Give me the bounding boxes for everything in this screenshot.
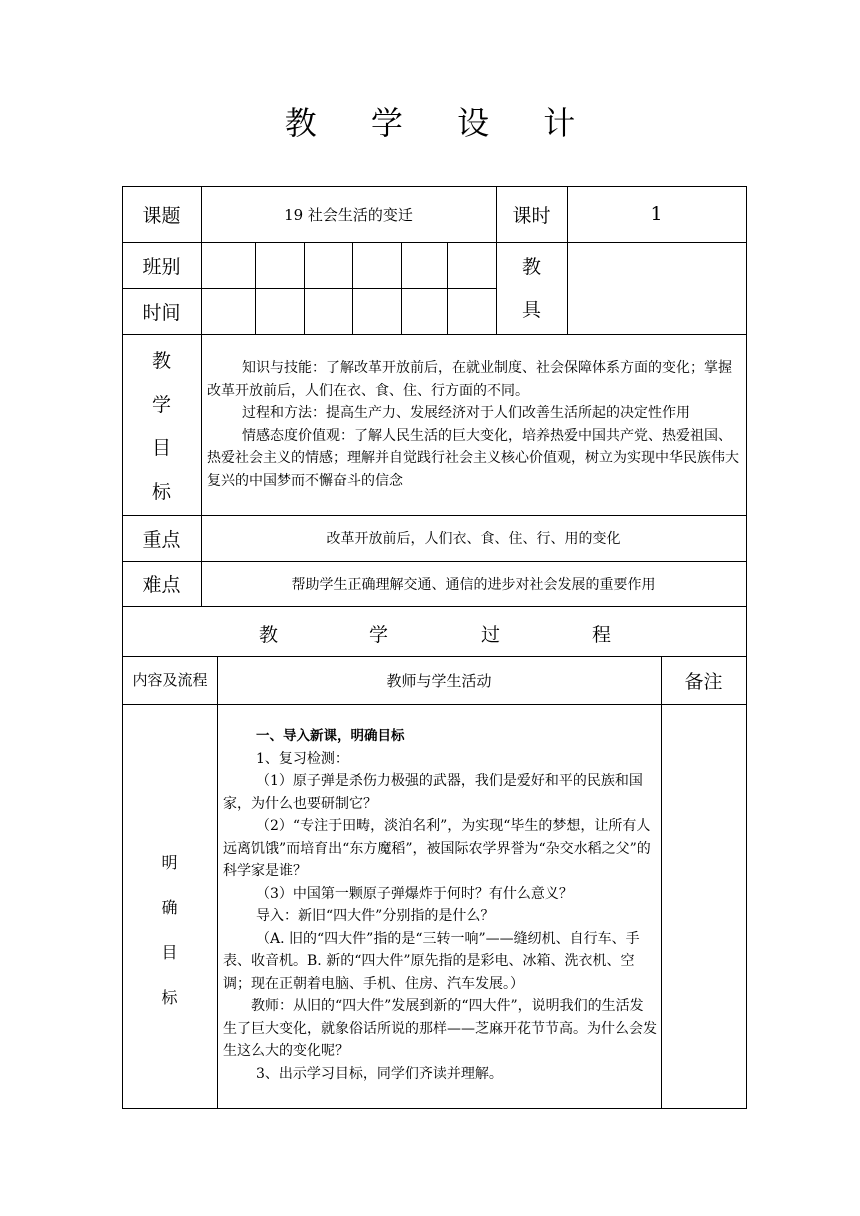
table-rule — [255, 242, 256, 334]
tools-label: 教 具 — [521, 256, 541, 321]
hours-value: 1 — [650, 203, 663, 225]
topic-label: 课题 — [142, 204, 181, 227]
table-rule — [122, 334, 747, 335]
difficulty-label: 难点 — [142, 574, 181, 596]
topic-value: 19 社会生活的变迁 — [284, 205, 413, 224]
table-rule — [401, 242, 402, 334]
table-rule — [661, 656, 662, 1109]
note-column-header: 备注 — [684, 670, 723, 693]
activity-text: 一、导入新课，明确目标 1、复习检测： （1）原子弹是杀伤力极强的武器，我们是爱好和平的民族和国家，为什么也要研制它？ （2）“专注于田畴，淡泊名利”，为实现“毕生的梦想，让所有人远离饥饿”而培育出“东方魔稻”，被国际农学界誉为“杂交水稻之父”的科学家是谁？ （3）中国第一颗原子弹爆炸于何时？有什么意义？ 导入：新旧“四大件”分别指的是什么？ （A. 旧的“四大件”指的是“三转一响”——缝纫机、自行车、手表、收音机。B. 新的“四大件”原先指的是彩电、冰箱、洗衣机、空调；现在正朝着电脑、手机、住房、汽车发展。） 教师：从旧的“四大件”发展到新的“四大件”，说明我们的生活发生了巨大变化，就象俗话所说的那样——芝麻开花节节高。为什么会发生这么大的变化呢？ 3、出示学习目标，同学们齐读并理解。 — [223, 728, 657, 1082]
key-point-text: 改革开放前后，人们衣、食、住、行、用的变化 — [326, 531, 621, 547]
time-label: 时间 — [142, 301, 181, 324]
section-label: 明 确 目 标 — [161, 853, 178, 1007]
table-rule — [122, 242, 747, 243]
document-title: 教 学 设 计 — [284, 104, 598, 142]
activity-column-header: 教师与学生活动 — [386, 671, 492, 690]
table-rule — [352, 242, 353, 334]
content-column-header: 内容及流程 — [132, 670, 208, 689]
objectives-text: 知识与技能：了解改革开放前后，在就业制度、社会保障体系方面的变化；掌握改革开放前后，人们在衣、食、住、行方面的不同。 过程和方法：提高生产力、发展经济对于人们改善生活所起的决定性作用 情感态度价值观：了解人民生活的巨大变化，培养热爱中国共产党、热爱祖国、热爱社会主义的情感；理解并自觉践行社会主义核心价值观，树立为实现中华民族伟大复兴的中国梦而不懈奋斗的信念 — [207, 360, 739, 489]
table-rule — [304, 242, 305, 334]
class-label: 班别 — [142, 255, 181, 278]
key-point-label: 重点 — [142, 528, 181, 551]
difficulty-text: 帮助学生正确理解交通、通信的进步对社会发展的重要作用 — [291, 576, 656, 593]
table-border — [122, 1108, 747, 1109]
table-rule — [217, 656, 218, 1109]
table-rule — [122, 606, 747, 607]
table-rule — [122, 704, 747, 705]
table-border — [746, 186, 747, 1109]
table-rule — [447, 242, 448, 334]
objectives-label: 教 学 目 标 — [151, 350, 171, 503]
hours-label: 课时 — [512, 204, 551, 227]
